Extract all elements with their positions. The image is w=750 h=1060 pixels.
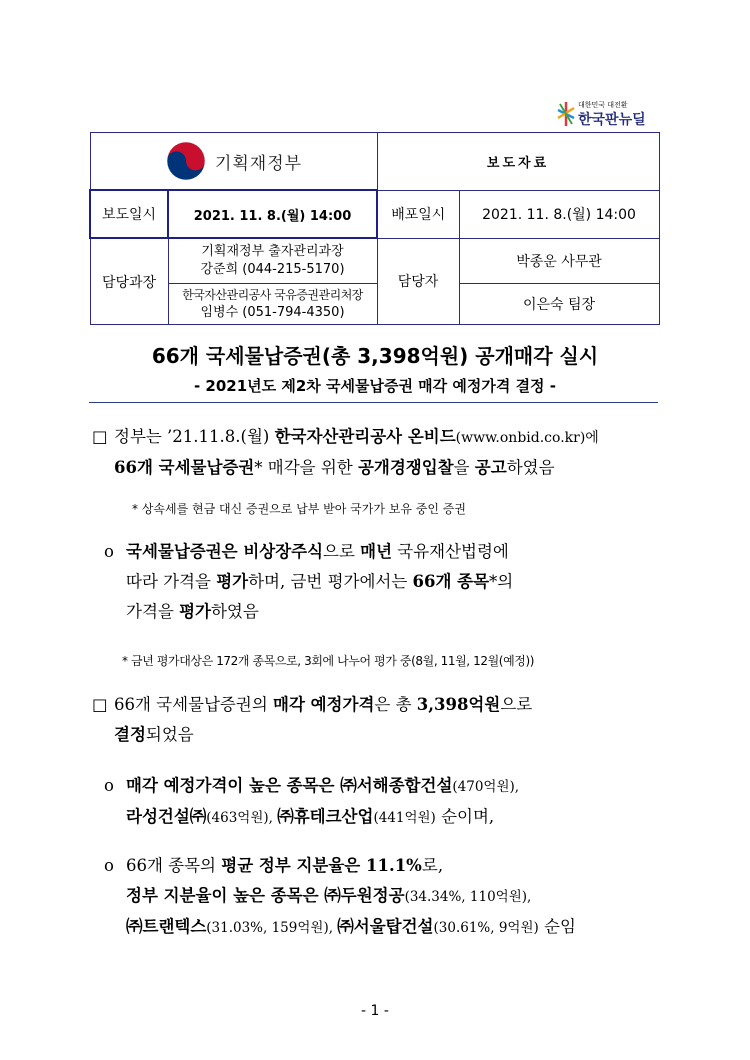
s5-amount-2: (31.03%, 159억원),	[206, 920, 338, 936]
newdeal-tagline: 대한민국 대전환	[578, 101, 628, 109]
section-1-marker: □	[92, 427, 108, 446]
dept2-org: 한국자산관리공사 국유증권관리처장	[182, 288, 363, 302]
newdeal-logo	[556, 100, 666, 130]
s3-text-a: 66개 국세물납증권의	[114, 695, 273, 714]
s4-text-a: 매각 예정가격이 높은 종목은 ㈜서해종합건설	[126, 776, 453, 795]
s1-announce: 공고	[474, 458, 507, 477]
s3-price: 매각 예정가격	[273, 695, 375, 714]
s1-text-b: * 매각을 위한	[254, 458, 358, 477]
s1-text-c: 을	[453, 458, 475, 477]
section-4	[104, 771, 664, 833]
section-2-footnote: * 금년 평가대상은 172개 종목으로, 3회에 나누어 평가 중(8월, 11월, 12월(예정))	[122, 654, 535, 668]
s2-text-c: 국유재산법령에	[392, 542, 509, 561]
doc-type-title: 보도자료	[377, 133, 659, 191]
s5-text-c: 정부 지분율이 높은 종목은 ㈜두원정공	[126, 886, 405, 905]
s2-text-b: 으로	[323, 542, 361, 561]
taeguk-emblem-icon	[165, 140, 207, 182]
section-2	[104, 537, 664, 627]
section-5-marker: o	[104, 856, 114, 875]
dept1-phone: 강준희 (044-215-5170)	[200, 262, 345, 277]
s2-yearly: 매년	[360, 542, 393, 561]
s2-text-f: *의	[489, 572, 514, 591]
release-date: 2021. 11. 8.(월) 14:00	[168, 190, 377, 238]
s2-eval: 평가	[216, 572, 249, 591]
dept2-contact	[168, 284, 377, 325]
s3-text-b: 은 총	[374, 695, 417, 714]
s2-text-a: 국세물납증권은 비상장주식	[126, 542, 324, 561]
press-header-table	[89, 132, 660, 325]
s1-count: 66개 국세물납증권	[114, 458, 255, 477]
s5-amount-3: (30.61%, 9억원)	[433, 920, 539, 936]
s1-url: (www.onbid.co.kr)에	[455, 430, 599, 446]
s1-text-a: 정부는 ’21.11.8.(월)	[114, 427, 275, 446]
s2-eval-2: 평가	[179, 602, 211, 621]
s3-decided: 결정	[114, 725, 146, 744]
section-1-footnote: * 상속세를 현금 대신 증권으로 납부 받아 국가가 보유 중인 증권	[132, 502, 466, 516]
subheadline: - 2021년도 제2차 국세물납증권 매각 예정가격 결정 -	[193, 377, 556, 395]
ministry-cell	[90, 133, 377, 191]
person2: 이은숙 팀장	[459, 284, 659, 325]
section-3-marker: □	[92, 695, 108, 714]
s5-text-d: 순임	[538, 917, 576, 936]
s5-company-3: ㈜서울탑건설	[337, 917, 434, 936]
s5-text-b: 로,	[421, 856, 444, 875]
distribution-label: 배포일시	[377, 190, 459, 238]
s5-text-a: 66개 종목의	[126, 856, 222, 875]
section-4-marker: o	[104, 776, 114, 795]
newdeal-spark-icon	[556, 100, 576, 128]
s2-text-h: 하였음	[210, 602, 259, 621]
dept1-org: 기획재정부 출자관리과장	[201, 244, 344, 259]
release-label: 보도일시	[90, 190, 168, 238]
s3-total: 3,398억원	[416, 695, 501, 714]
s4-company-2: 라성건설㈜	[126, 807, 207, 826]
section-5	[104, 851, 674, 943]
s1-text-d: 하였음	[506, 458, 555, 477]
s4-amount-1: (470억원),	[452, 779, 520, 795]
distribution-date: 2021. 11. 8.(월) 14:00	[459, 190, 659, 238]
s4-text-b: 순이며,	[435, 807, 495, 826]
s3-text-d: 되었음	[145, 725, 194, 744]
s5-avg: 평균 정부 지분율은 11.1%	[221, 856, 422, 875]
person1: 박종운 사무관	[459, 238, 659, 284]
headline: 66개 국세물납증권(총 3,398억원) 공개매각 실시	[151, 344, 599, 368]
section-3	[92, 690, 672, 750]
s2-text-d: 따라 가격을	[126, 572, 217, 591]
ministry-name: 기획재정부	[214, 153, 303, 174]
page-number: - 1 -	[361, 1003, 389, 1019]
s2-text-e: 하며, 금번 평가에서는	[248, 572, 413, 591]
s5-company-2: ㈜트랜텍스	[126, 917, 207, 936]
s4-amount-3: (441억원)	[373, 810, 436, 826]
dept2-phone: 임병수 (051-794-4350)	[200, 305, 345, 320]
s5-amount-1: (34.34%, 110억원),	[404, 889, 532, 905]
s1-onbid: 한국자산관리공사 온비드	[274, 427, 456, 446]
s4-company-3: ㈜휴테크산업	[277, 807, 374, 826]
s1-bid: 공개경쟁입찰	[357, 458, 454, 477]
s3-text-c: 으로	[500, 695, 533, 714]
newdeal-name: 한국판뉴딜	[578, 112, 646, 128]
dept1-contact	[168, 238, 377, 284]
dept-label: 담당과장	[90, 238, 168, 325]
headline-divider	[89, 402, 658, 403]
section-1	[92, 422, 672, 483]
s2-text-g: 가격을	[126, 602, 180, 621]
section-2-marker: o	[104, 542, 114, 561]
person-label: 담당자	[377, 238, 459, 325]
s4-amount-2: (463억원),	[206, 810, 278, 826]
s2-count: 66개 종목	[412, 572, 490, 591]
